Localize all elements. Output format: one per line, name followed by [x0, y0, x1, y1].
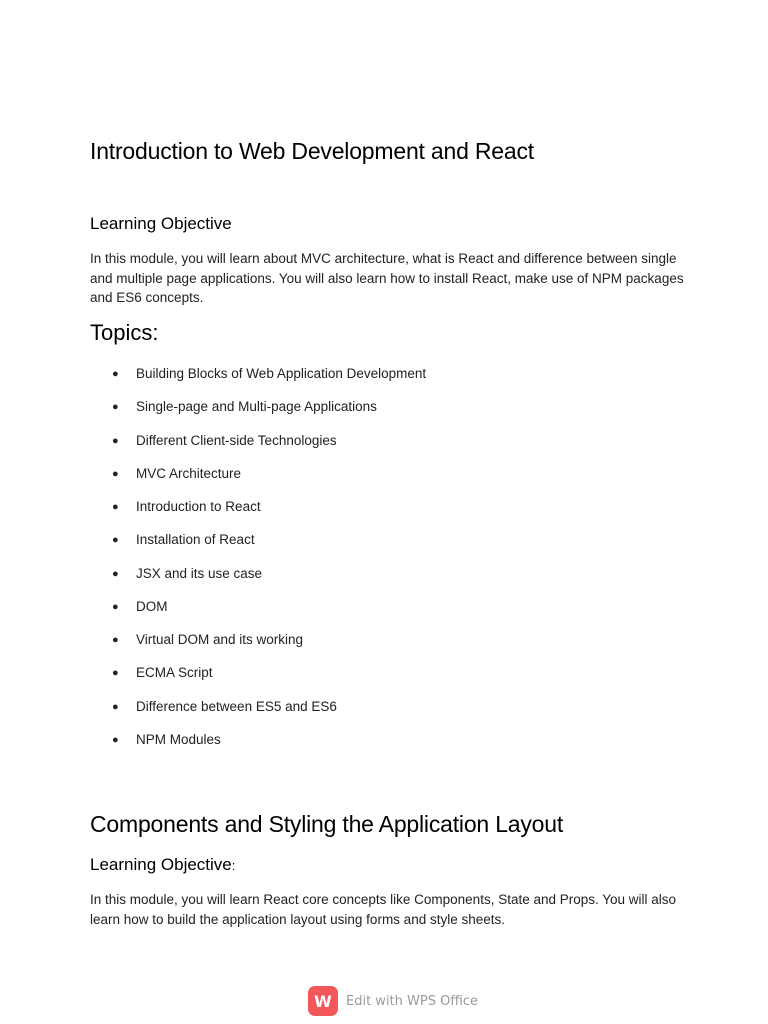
bullet-icon: ●: [112, 534, 119, 546]
topic-label: MVC Architecture: [136, 466, 242, 481]
list-item: [112, 532, 255, 547]
list-item: [112, 499, 261, 514]
section1-objective-heading: Learning Objective: [90, 214, 232, 233]
section2-objective-heading: [90, 855, 235, 875]
section2-objective-text: In this module, you will learn React core concepts like Components, State and Props. You will also learn how to build the application layout using forms and style sheets.: [90, 892, 677, 927]
section1-objective-text: In this module, you will learn about MVC architecture, what is React and difference between single and multiple page applications. You will also learn how to install React, make use of NPM packages and ES6 concepts.: [90, 251, 684, 305]
topic-label: Difference between ES5 and ES6: [136, 699, 337, 714]
topic-label: Building Blocks of Web Application Development: [136, 366, 427, 381]
bullet-icon: ●: [112, 701, 119, 713]
list-item: [112, 399, 377, 414]
list-item: [112, 433, 337, 448]
edit-with-wps-button[interactable]: [308, 984, 478, 1018]
topic-label: Introduction to React: [136, 499, 261, 514]
section2-objective-heading-text: Learning Objective: [90, 855, 232, 874]
list-item: [112, 665, 213, 680]
wps-edit-label: Edit with WPS Office: [346, 993, 479, 1009]
list-item: [112, 366, 426, 381]
list-item: [112, 632, 303, 647]
topic-label: NPM Modules: [136, 732, 221, 747]
list-item: [112, 599, 168, 614]
topic-label: Installation of React: [136, 532, 255, 547]
section2-title: Components and Styling the Application Layout: [90, 811, 564, 837]
bullet-icon: ●: [112, 401, 119, 413]
section1-title: Introduction to Web Development and React: [90, 138, 534, 164]
bullet-icon: ●: [112, 468, 119, 480]
bullet-icon: ●: [112, 568, 119, 580]
bullet-icon: ●: [112, 667, 119, 679]
bullet-icon: ●: [112, 501, 119, 513]
topic-label: ECMA Script: [136, 665, 213, 680]
bullet-icon: ●: [112, 368, 119, 380]
topic-label: DOM: [136, 599, 168, 614]
section2-objective-suffix: :: [231, 858, 236, 873]
wps-logo-icon: W: [308, 986, 338, 1016]
topic-label: Virtual DOM and its working: [136, 632, 304, 647]
list-item: [112, 699, 337, 714]
list-item: [112, 732, 221, 747]
topics-heading: Topics:: [90, 320, 159, 345]
bullet-icon: ●: [112, 734, 119, 746]
bullet-icon: ●: [112, 601, 119, 613]
topic-label: Different Client-side Technologies: [136, 433, 337, 448]
list-item: [112, 466, 241, 481]
bullet-icon: ●: [112, 634, 119, 646]
list-item: [112, 566, 262, 581]
topic-label: JSX and its use case: [136, 566, 263, 581]
topic-label: Single-page and Multi-page Applications: [136, 399, 377, 414]
bullet-icon: ●: [112, 435, 119, 447]
